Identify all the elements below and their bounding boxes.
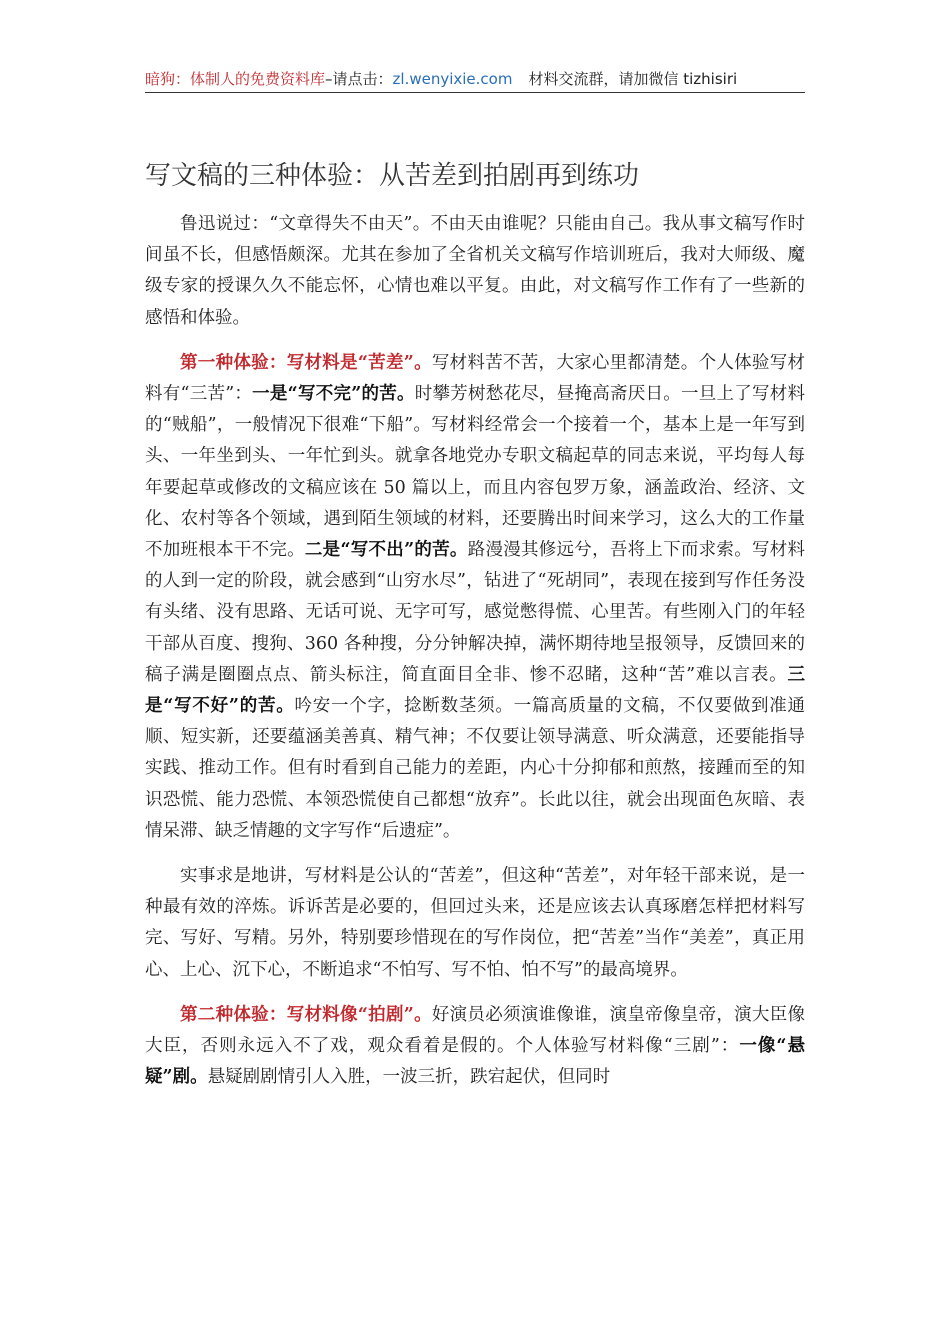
paragraph-text: 吟安一个字，捻断数茎须。一篇高质量的文稿，不仅要做到准通顺、短实新，还要蕴涵美善真、精气神；不仅要让领导满意、听众满意，还要能指导实践、推动工作。但有时看到自己能力的差距，内心十分抑郁和煎熬，接踵而至的知识恐慌、能力恐慌、本领恐慌使自己都想“放弃”。长此以往，就会出现面色灰暗、表情呆滞、缺乏情趣的文字写作“后遗症”。 [145,696,806,841]
paragraph-text: 写材料苦不苦，大家心里都清楚。个人体验写材料有“三苦”： [145,352,805,405]
page-header [145,66,805,93]
paragraph-reflection: 实事求是地讲，写材料是公认的“苦差”，但这种“苦差”，对年轻干部来说，是一种最有效的淬炼。诉诉苦是必要的，但回过头来，还是应该去认真琢磨怎样把材料写完、写好、写精。另外，特别要珍惜现在的写作岗位，把“苦差”当作“美差”，真正用心、上心、沉下心，不断追求“不怕写、写不怕、怕不写”的最高境界。 [145,866,805,980]
bold-point-3: 三是“写不好”的苦。 [145,664,805,717]
article-body [145,209,805,1107]
header-separator: –请点击： [325,70,393,88]
paragraph-first-experience [145,348,805,847]
header-link[interactable]: zl.wenyixie.com [392,70,513,88]
paragraph-text: 好演员必须演谁像谁，演皇帝像皇帝，演大臣像大臣，否则永远入不了戏，观众看着是假的。个人体验写材料像“三剧”： [145,1004,805,1057]
article-title: 写文稿的三种体验：从苦差到拍剧再到练功 [145,161,640,191]
paragraph-text: 悬疑剧剧情引人入胜，一波三折，跌宕起伏，但同时 [207,1067,611,1088]
paragraph-intro: 鲁迅说过：“文章得失不由天”。不由天由谁呢？只能由自己。我从事文稿写作时间虽不长，但感悟颇深。尤其在参加了全省机关文稿写作培训班后，我对大师级、魔级专家的授课久久不能忘怀，心情也难以平复。由此，对文稿写作工作有了一些新的感悟和体验。 [145,214,805,328]
paragraph-text: 时攀芳树愁花尽，昼掩高斋厌日。一旦上了写材料的“贼船”，一般情况下很难“下船”。写材料经常会一个接着一个，基本上是一年写到头、一年坐到头、一年忙到头。就拿各地党办专职文稿起草的同志来说，平均每人每年要起草或修改的文稿应该在 50 篇以上，而且内容包罗万象，涵盖政治、经济、文化、农村等各个领域，遇到陌生领域的材料，还要腾出时间来学习，这么大的工作量不加班根本干不完。 [145,384,805,561]
header-brand: 暗狗：体制人的免费资料库 [145,70,326,88]
bold-point-2: 二是“写不出”的苦。 [304,540,468,561]
bold-point-1: 一像“悬疑”剧。 [145,1036,805,1088]
header-group-info: 材料交流群，请加微信 tizhisiri [528,70,738,88]
section-heading-first: 第一种体验：写材料是“苦差”。 [180,352,432,373]
paragraph-text: 路漫漫其修远兮，吾将上下而求索。写材料的人到一定的阶段，就会感到“山穷水尽”，钻进了“死胡同”，表现在接到写作任务没有头绪、没有思路、无话可说、无字可写，感觉憋得慌、心里苦。有些刚入门的年轻干部从百度、搜狗、360 各种搜，分分钟解决掉，满怀期待地呈报领导，反馈回来的稿子满是圈圈点点、箭头标注，简直面目全非、惨不忍睹，这种“苦”难以言表。 [145,540,805,685]
paragraph-second-experience [145,1000,805,1094]
bold-point-1: 一是“写不完”的苦。 [252,384,415,405]
section-heading-second: 第二种体验：写材料像“拍剧”。 [180,1004,432,1025]
